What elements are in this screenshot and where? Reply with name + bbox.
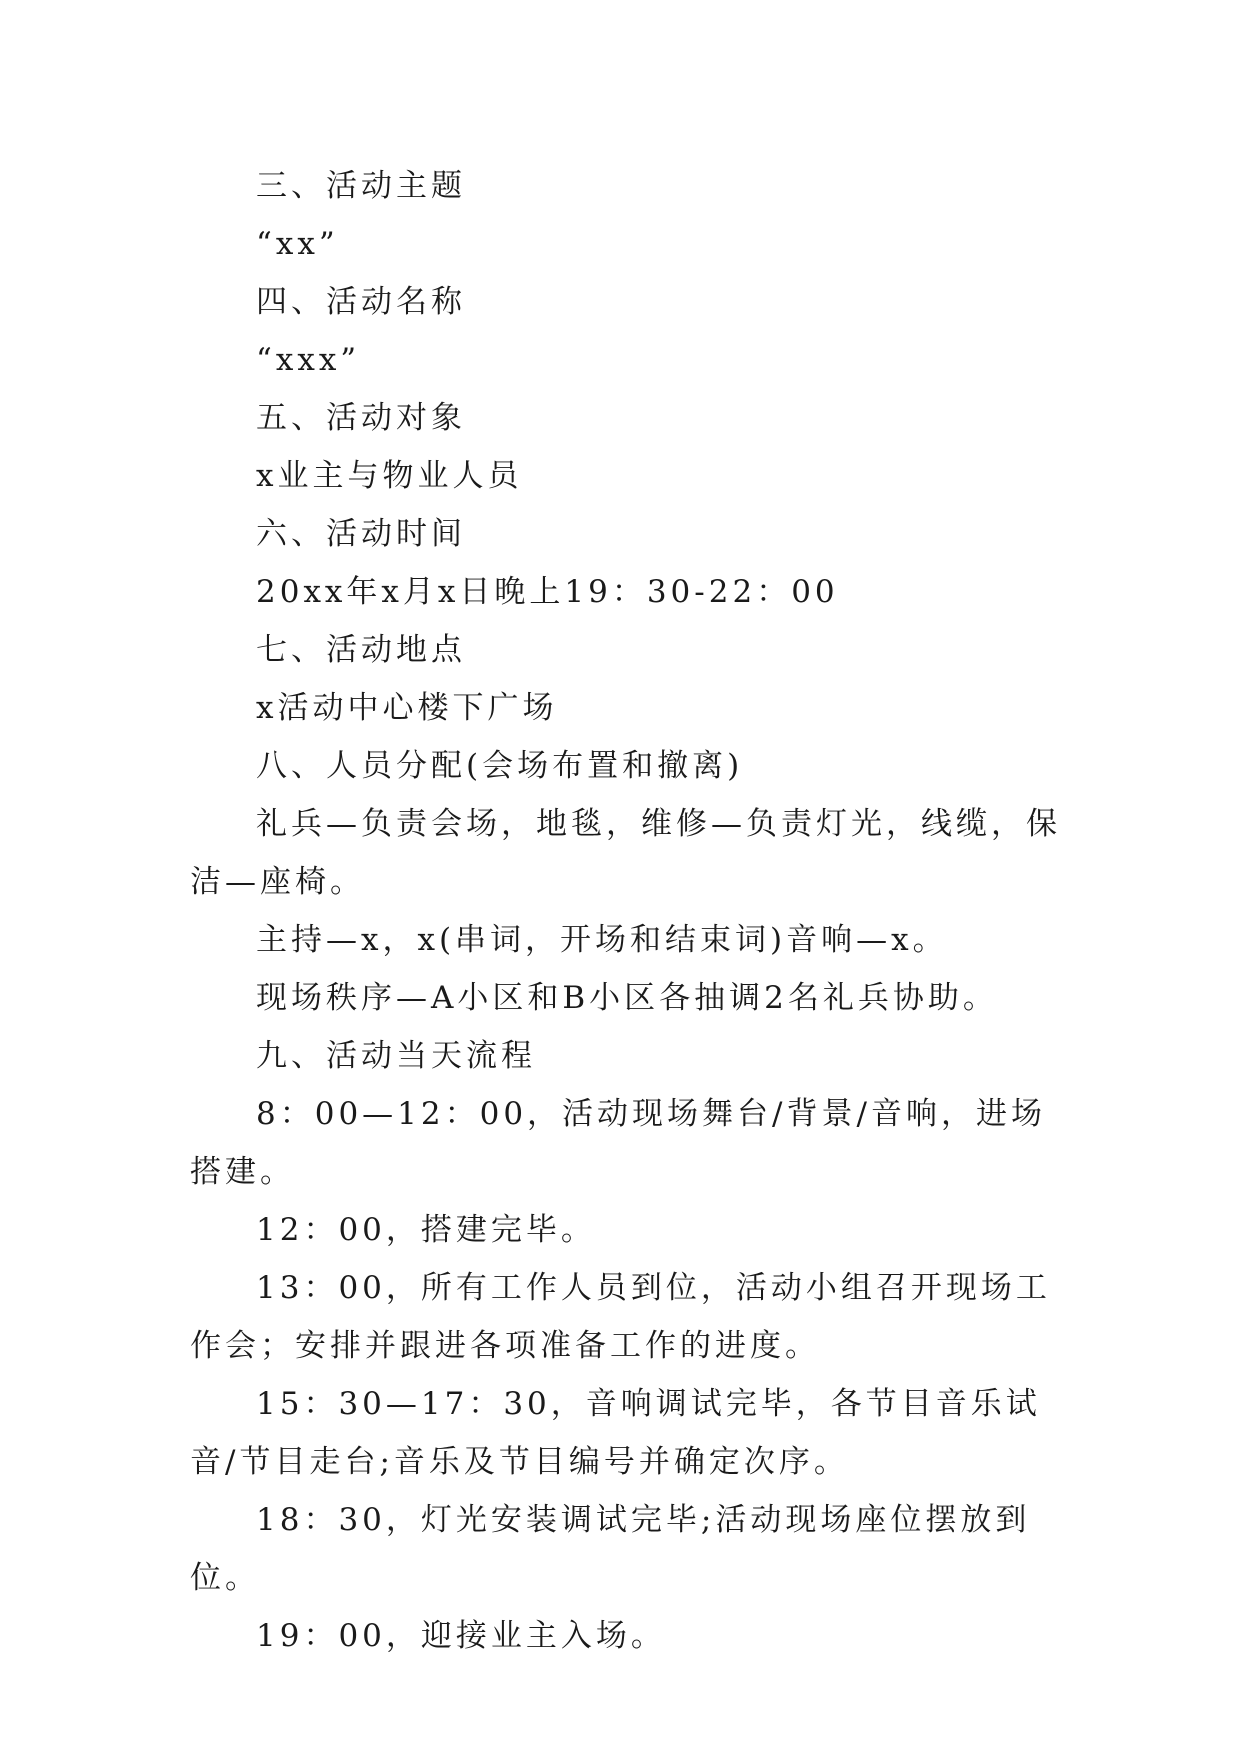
time-value: 20xx年x月x日晚上19：30-22：00 — [256, 574, 839, 610]
section-heading-time: 六、活动时间 — [256, 516, 466, 552]
location-value: x活动中心楼下广场 — [256, 690, 558, 726]
section-heading-schedule: 九、活动当天流程 — [256, 1038, 536, 1074]
schedule-item: 18：30，灯光安装调试完毕;活动现场座位摆放到位。 — [190, 1502, 1031, 1596]
section-heading-location: 七、活动地点 — [256, 632, 466, 668]
document-body — [190, 157, 1065, 1665]
schedule-item: 12：00，搭建完毕。 — [256, 1212, 596, 1248]
name-value: “xxx” — [256, 342, 361, 378]
staffing-paragraph: 礼兵—负责会场，地毯，维修—负责灯光，线缆，保洁—座椅。 — [190, 806, 1061, 900]
section-heading-name: 四、活动名称 — [256, 284, 466, 320]
schedule-item: 13：00，所有工作人员到位，活动小组召开现场工作会；安排并跟进各项准备工作的进度。 — [190, 1270, 1051, 1364]
schedule-item: 8：00—12：00，活动现场舞台/背景/音响，进场搭建。 — [190, 1096, 1046, 1190]
theme-value: “xx” — [256, 226, 339, 262]
staffing-paragraph: 主持—x，x(串词，开场和结束词)音响—x。 — [256, 922, 948, 958]
schedule-item: 19：00，迎接业主入场。 — [256, 1618, 666, 1654]
staffing-paragraph: 现场秩序—A小区和B小区各抽调2名礼兵协助。 — [256, 980, 998, 1016]
schedule-item: 15：30—17：30，音响调试完毕，各节目音乐试音/节目走台;音乐及节目编号并确定次序。 — [190, 1386, 1041, 1480]
section-heading-staffing: 八、人员分配(会场布置和撤离) — [256, 748, 744, 784]
section-heading-audience: 五、活动对象 — [256, 400, 466, 436]
section-heading-theme: 三、活动主题 — [256, 168, 466, 204]
audience-value: x业主与物业人员 — [256, 458, 523, 494]
